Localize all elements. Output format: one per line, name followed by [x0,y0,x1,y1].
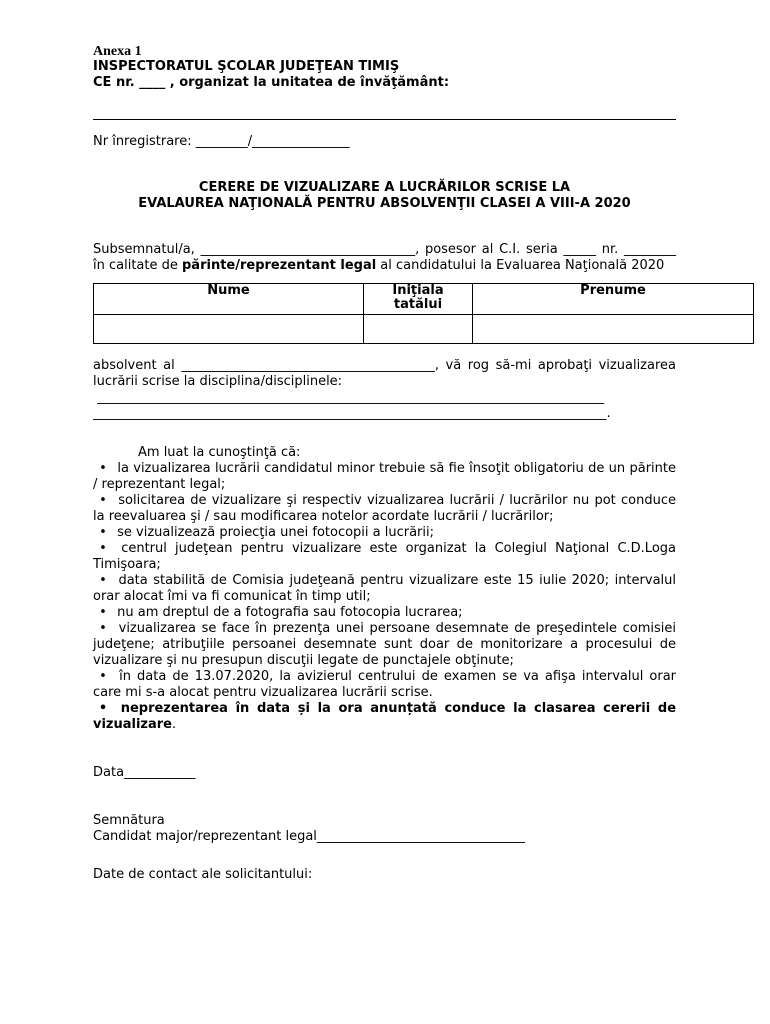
list-item-text: la vizualizarea lucrării candidatul minor trebuie să fie însoţit obligatoriu de un părinte / reprezentant legal; [93,461,677,492]
list-item-text: se vizualizează proiecţia unei fotocopii a lucrării; [117,525,435,540]
bullet-icon: • [98,701,108,716]
initial-cell[interactable] [364,315,473,344]
bullet-icon: • [99,541,107,556]
column-header-first-name: Prenume [473,284,754,315]
acknowledgement-heading: Am luat la cunoştinţă că: [138,445,301,460]
title-line-2: EVALAUREA NAŢIONALĂ PENTRU ABSOLVENŢII CLASEI A VIII-A 2020 [138,196,631,211]
contact-label: Date de contact ale solicitantului: [93,867,313,882]
bullet-icon: • [99,493,107,508]
warning-text: neprezentarea în data și la ora anunțată conduce la clasarea cererii de vizualizare [93,701,677,732]
subject-blank-line-2: _______________________________________________________________________________. [93,406,611,421]
list-item [93,621,676,669]
intro-text-end: al candidatului la Evaluarea Naţională 2020 [376,258,665,273]
parent-role: părinte/reprezentant legal [182,258,377,273]
list-item [93,541,676,573]
bullet-icon: • [99,461,107,476]
list-item [93,525,676,541]
date-field: Data___________ [93,765,196,780]
acknowledgement-list [93,445,676,733]
signature-label: Semnătura [93,813,165,828]
annex-label: Anexa 1 [93,44,142,59]
intro-text: Subsemnatul/a, _________________________________, posesor al C.I. seria _____ nr. ________ în calitate de [93,242,676,273]
warning-text-end: . [172,717,177,732]
bullet-icon: • [99,605,107,620]
list-item [93,461,676,493]
bullet-icon: • [99,525,107,540]
registration-number: Nr înregistrare: ________/_______________ [93,134,350,149]
candidate-signature-line: Candidat major/reprezentant legal________________________________ [93,829,525,844]
column-header-initial [364,284,473,315]
bullet-icon: • [99,573,107,588]
bullet-icon: • [99,621,107,636]
candidate-table [93,283,754,344]
first-name-cell[interactable] [473,315,754,344]
list-item-text: data stabilită de Comisia judeţeană pentru vizualizare este 15 iulie 2020; intervalul orar alocat îmi va fi comunicat în timp util; [93,573,676,604]
table-row [94,315,754,344]
title-line-1: CERERE DE VIZUALIZARE A LUCRĂRILOR SCRISE LA [198,180,571,195]
column-header-initial-text: Iniţiala tatălui [392,283,444,312]
list-item [93,605,676,621]
list-item-text: nu am dreptul de a fotografia sau fotocopia lucrarea; [117,605,463,620]
exam-center-line: CE nr. ____ , organizat la unitatea de învăţământ: [93,75,450,90]
list-item [93,493,676,525]
intro-paragraph [93,242,676,274]
column-header-name: Nume [94,284,364,315]
inspectorate-name: INSPECTORATUL ŞCOLAR JUDEŢEAN TIMIŞ [93,59,400,74]
table-header-row [94,284,754,315]
name-cell[interactable] [94,315,364,344]
list-item [93,669,676,701]
subject-blank-line-1: ______________________________________________________________________________ [93,390,605,405]
graduate-paragraph: absolvent al _______________________________________, vă rog să-mi aprobaţi vizualizarea lucrării scrise la disciplina/disciplinele: [93,358,676,389]
school-blank-line [93,119,676,120]
bullet-icon: • [99,669,107,684]
list-item-text: în data de 13.07.2020, la avizierul centrului de examen se va afişa intervalul orar care mi s-a alocat pentru vizualizarea lucrării scrise. [93,669,677,700]
list-item [93,573,676,605]
list-item-text: solicitarea de vizualizare şi respectiv vizualizarea lucrării / lucrărilor nu pot conduce la reevaluarea şi / sau modificarea notelor acordate lucrării / lucrărilor; [93,493,676,524]
document-title [93,180,676,212]
list-item-text: vizualizarea se face în prezenţa unei persoane desemnate de preşedintele comisiei judeţene; atribuţiile persoanei desemnate sunt doar de monitorizare a procesului de vizualizare şi nu presupun discuţii legate de punctajele obţinute; [93,621,677,668]
request-document [93,44,676,883]
list-item-warning [93,701,676,733]
list-item-text: centrul judeţean pentru vizualizare este organizat la Colegiul Naţional C.D.Loga Timişoara; [93,541,676,572]
